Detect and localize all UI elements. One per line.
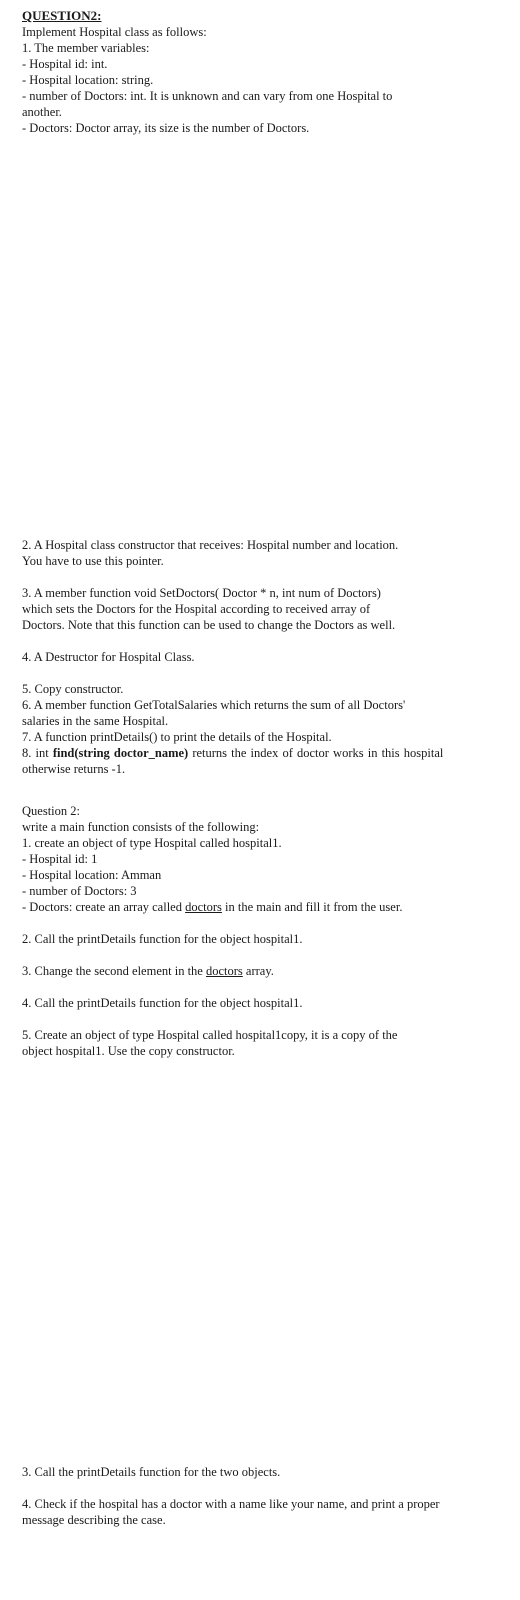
section-member-variables	[22, 8, 512, 136]
main-detail-number: - number of Doctors: 3	[22, 884, 137, 898]
main-step-change-word: doctors	[205, 964, 243, 978]
item-find-prefix: 8. int	[22, 746, 53, 760]
main-step-change-suffix: array.	[242, 964, 274, 978]
var-hospital-location: - Hospital location: string.	[22, 73, 154, 87]
main-step-change	[22, 963, 512, 979]
intro-text: Implement Hospital class as follows:	[22, 25, 207, 39]
main-detail-doctors-word: doctors	[185, 900, 222, 914]
section-class-requirements	[22, 537, 512, 777]
item-set-doctors-cont2: Doctors. Note that this function can be used to change the Doctors as well.	[22, 618, 396, 632]
item-set-doctors-cont1: which sets the Doctors for the Hospital according to received array of	[22, 602, 371, 616]
section-main-function	[22, 803, 512, 1059]
item-print-details: 7. A function printDetails() to print the details of the Hospital.	[22, 730, 332, 744]
main-step-change-prefix: 3. Change the second element in the	[22, 964, 206, 978]
main-step-print2: 4. Call the printDetails function for the object hospital1.	[22, 996, 303, 1010]
item-total-salaries-cont: salaries in the same Hospital.	[22, 714, 169, 728]
main-detail-doctors-suffix: in the main and fill it from the user.	[221, 900, 403, 914]
item-destructor: 4. A Destructor for Hospital Class.	[22, 650, 195, 664]
question-heading: QUESTION2:	[22, 8, 102, 23]
var-doctors-array: - Doctors: Doctor array, its size is the number of Doctors.	[22, 121, 310, 135]
main-step-copy: 5. Create an object of type Hospital called hospital1copy, it is a copy of the	[22, 1028, 398, 1042]
item-set-doctors: 3. A member function void SetDoctors( Doctor * n, int num of Doctors)	[22, 586, 381, 600]
item-constructor: 2. A Hospital class constructor that receives: Hospital number and location.	[22, 538, 399, 552]
item-total-salaries: 6. A member function GetTotalSalaries which returns the sum of all Doctors'	[22, 698, 406, 712]
main-question-title: Question 2:	[22, 804, 80, 818]
item-find-cont: otherwise returns -1.	[22, 762, 126, 776]
item-member-variables: 1. The member variables:	[22, 41, 150, 55]
var-number-of-doctors-cont: another.	[22, 105, 62, 119]
item-find-signature: find(string doctor_name)	[52, 746, 189, 760]
main-intro: write a main function consists of the following:	[22, 820, 260, 834]
final-step-print: 3. Call the printDetails function for the two objects.	[22, 1465, 281, 1479]
main-step-print1: 2. Call the printDetails function for the object hospital1.	[22, 932, 303, 946]
item-copy-constructor: 5. Copy constructor.	[22, 682, 124, 696]
main-detail-id: - Hospital id: 1	[22, 852, 98, 866]
main-detail-doctors	[22, 899, 512, 915]
section-final-steps	[22, 1464, 512, 1528]
item-find-suffix: returns the index of doctor works in this hospital	[188, 746, 444, 760]
main-step-copy-cont: object hospital1. Use the copy constructor.	[22, 1044, 235, 1058]
var-hospital-id: - Hospital id: int.	[22, 57, 108, 71]
main-detail-location: - Hospital location: Amman	[22, 868, 162, 882]
item-constructor-note: You have to use this pointer.	[22, 554, 164, 568]
main-detail-doctors-prefix: - Doctors: create an array called	[22, 900, 186, 914]
item-find	[22, 745, 512, 761]
var-number-of-doctors: - number of Doctors: int. It is unknown and can vary from one Hospital to	[22, 89, 393, 103]
final-step-check-cont: message describing the case.	[22, 1513, 166, 1527]
final-step-check: 4. Check if the hospital has a doctor with a name like your name, and print a proper	[22, 1497, 440, 1511]
main-step-create: 1. create an object of type Hospital called hospital1.	[22, 836, 282, 850]
